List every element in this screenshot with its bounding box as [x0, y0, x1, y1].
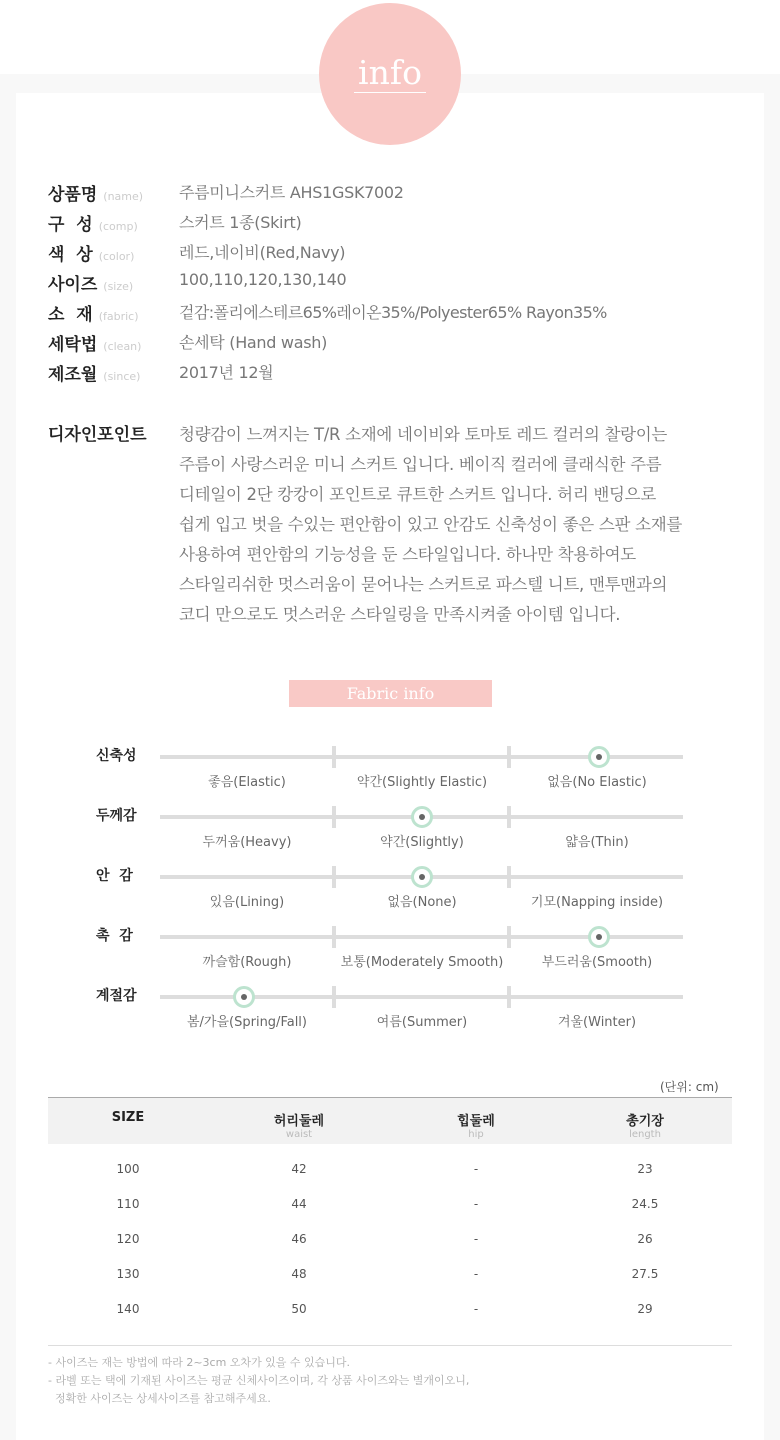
scale-tick [507, 806, 511, 828]
scale-marker [233, 986, 255, 1008]
design-point-line: 사용하여 편안함의 기능성을 둔 스타일입니다. 하나만 착용하여도 [179, 545, 636, 564]
spec-label-en: (name) [103, 190, 144, 203]
fabric-row-label: 신축성 [96, 748, 137, 764]
table-cell: - [473, 1302, 479, 1316]
fabric-option: 보통(Moderately Smooth) [340, 955, 504, 970]
fabric-row-label: 두께감 [96, 808, 137, 824]
table-cell: 27.5 [631, 1267, 659, 1281]
fabric-option: 기모(Napping inside) [530, 895, 664, 910]
header-sublabel: waist [285, 1129, 313, 1140]
table-cell: 46 [291, 1232, 307, 1246]
spec-value: 레드,네이비(Red,Navy) [179, 243, 346, 262]
fabric-scale-bar [160, 935, 683, 939]
header-label: 총기장 [626, 1114, 664, 1129]
fabric-option: 있음(Lining) [209, 895, 285, 910]
table-cell: - [473, 1232, 479, 1246]
design-point-label: 디자인포인트 [48, 425, 147, 445]
table-cell: 100 [116, 1162, 140, 1176]
size-note: - 사이즈는 재는 방법에 따라 2~3cm 오차가 있을 수 있습니다. [48, 1356, 351, 1369]
fabric-row-label: 촉 감 [96, 928, 133, 944]
fabric-option: 얇음(Thin) [565, 835, 629, 850]
spec-label: 구 성 [48, 215, 93, 235]
table-cell: 42 [291, 1162, 307, 1176]
table-cell: 110 [116, 1197, 140, 1211]
table-cell: - [473, 1267, 479, 1281]
design-point-line: 청량감이 느껴지는 T/R 소재에 네이비와 토마토 레드 컬러의 찰랑이는 [179, 425, 668, 444]
fabric-option: 약간(Slightly Elastic) [356, 775, 488, 790]
spec-label-en: (color) [98, 250, 135, 263]
fabric-scale-bar [160, 995, 683, 999]
fabric-option: 여름(Summer) [376, 1015, 468, 1030]
scale-tick [332, 866, 336, 888]
scale-tick [332, 746, 336, 768]
table-cell: 23 [637, 1162, 653, 1176]
table-cell: 48 [291, 1267, 307, 1281]
table-cell: 29 [637, 1302, 653, 1316]
table-cell: 44 [291, 1197, 307, 1211]
table-row [48, 1184, 732, 1219]
info-badge [319, 3, 461, 145]
spec-label-en: (fabric) [98, 310, 139, 323]
size-table [48, 1097, 732, 1324]
fabric-option: 두꺼움(Heavy) [202, 835, 292, 850]
table-cell: 26 [637, 1232, 653, 1246]
table-row [48, 1254, 732, 1289]
header-sublabel: length [629, 1129, 661, 1140]
spec-label: 사이즈 [48, 275, 98, 295]
table-row [48, 1219, 732, 1254]
spec-value: 손세탁 (Hand wash) [179, 333, 328, 352]
spec-label-en: (size) [103, 280, 134, 293]
table-cell: 24.5 [631, 1197, 659, 1211]
spec-value: 2017년 12월 [179, 363, 274, 382]
fabric-option: 까슬함(Rough) [202, 955, 292, 970]
scale-marker [588, 926, 610, 948]
size-note: 정확한 사이즈는 상세사이즈를 참고해주세요. [48, 1392, 271, 1405]
spec-label: 상품명 [48, 185, 98, 205]
design-point-line: 쉽게 입고 벗을 수있는 편안함이 있고 안감도 신축성이 좋은 스판 소재를 [179, 515, 682, 534]
scale-tick [507, 986, 511, 1008]
spec-value: 100,110,120,130,140 [179, 270, 347, 289]
spec-label: 색 상 [48, 245, 93, 265]
scale-tick [332, 926, 336, 948]
fabric-option: 없음(None) [387, 895, 457, 910]
table-cell: 130 [116, 1267, 140, 1281]
spec-label-en: (clean) [103, 340, 142, 353]
fabric-row-label: 계절감 [96, 988, 137, 1004]
table-cell: - [473, 1197, 479, 1211]
spec-value: 스커트 1종(Skirt) [179, 213, 302, 232]
fabric-option: 좋음(Elastic) [208, 775, 286, 790]
table-cell: - [473, 1162, 479, 1176]
divider [48, 1345, 732, 1346]
size-table-header [48, 1097, 732, 1144]
spec-label: 제조월 [48, 365, 98, 385]
spec-label: 소 재 [48, 305, 93, 325]
scale-marker [411, 806, 433, 828]
scale-marker [411, 866, 433, 888]
fabric-option: 겨울(Winter) [557, 1015, 637, 1030]
table-cell: 120 [116, 1232, 140, 1246]
table-cell: 140 [116, 1302, 140, 1316]
scale-marker [588, 746, 610, 768]
fabric-row-label: 안 감 [96, 868, 133, 884]
spec-value: 겉감:폴리에스테르65%레이온35%/Polyester65% Rayon35% [179, 303, 607, 322]
design-point-line: 스타일리쉬한 멋스러움이 묻어나는 스커트로 파스텔 니트, 맨투맨과의 [179, 575, 668, 594]
fabric-option: 부드러움(Smooth) [541, 955, 653, 970]
spec-value: 주름미니스커트 AHS1GSK7002 [179, 183, 404, 202]
scale-tick [507, 866, 511, 888]
header-label: SIZE [111, 1110, 145, 1125]
fabric-option: 약간(Slightly) [380, 835, 464, 850]
fabric-scale-bar [160, 815, 683, 819]
scale-tick [332, 806, 336, 828]
design-point-line: 디테일이 2단 캉캉이 포인트로 큐트한 스커트 입니다. 허리 밴딩으로 [179, 485, 656, 504]
spec-label-en: (since) [103, 370, 141, 383]
spec-label-en: (comp) [98, 220, 138, 233]
fabric-info-title: Fabric info [289, 680, 492, 707]
scale-tick [507, 926, 511, 948]
fabric-option: 봄/가을(Spring/Fall) [186, 1015, 307, 1030]
header-label: 힙둘레 [457, 1114, 495, 1129]
header-sublabel: hip [468, 1129, 484, 1140]
scale-tick [507, 746, 511, 768]
unit-label: (단위: cm) [660, 1080, 719, 1094]
fabric-option: 없음(No Elastic) [547, 775, 647, 790]
design-point-line: 주름이 사랑스러운 미니 스커트 입니다. 베이직 컬러에 클래식한 주름 [179, 455, 662, 474]
info-badge-label: info [354, 53, 426, 93]
fabric-row-season [0, 988, 780, 1055]
header-label: 허리둘레 [273, 1114, 325, 1129]
table-cell: 50 [291, 1302, 307, 1316]
size-note: - 라벨 또는 택에 기재된 사이즈는 평균 신체사이즈이며, 각 상품 사이즈와는 별개이오니, [48, 1374, 470, 1387]
fabric-scale-bar [160, 755, 683, 759]
table-row [48, 1289, 732, 1324]
table-row [48, 1149, 732, 1184]
design-point-line: 코디 만으로도 멋스러운 스타일링을 만족시켜줄 아이템 입니다. [179, 605, 621, 624]
fabric-scale-bar [160, 875, 683, 879]
spec-label: 세탁법 [48, 335, 98, 355]
scale-tick [332, 986, 336, 1008]
